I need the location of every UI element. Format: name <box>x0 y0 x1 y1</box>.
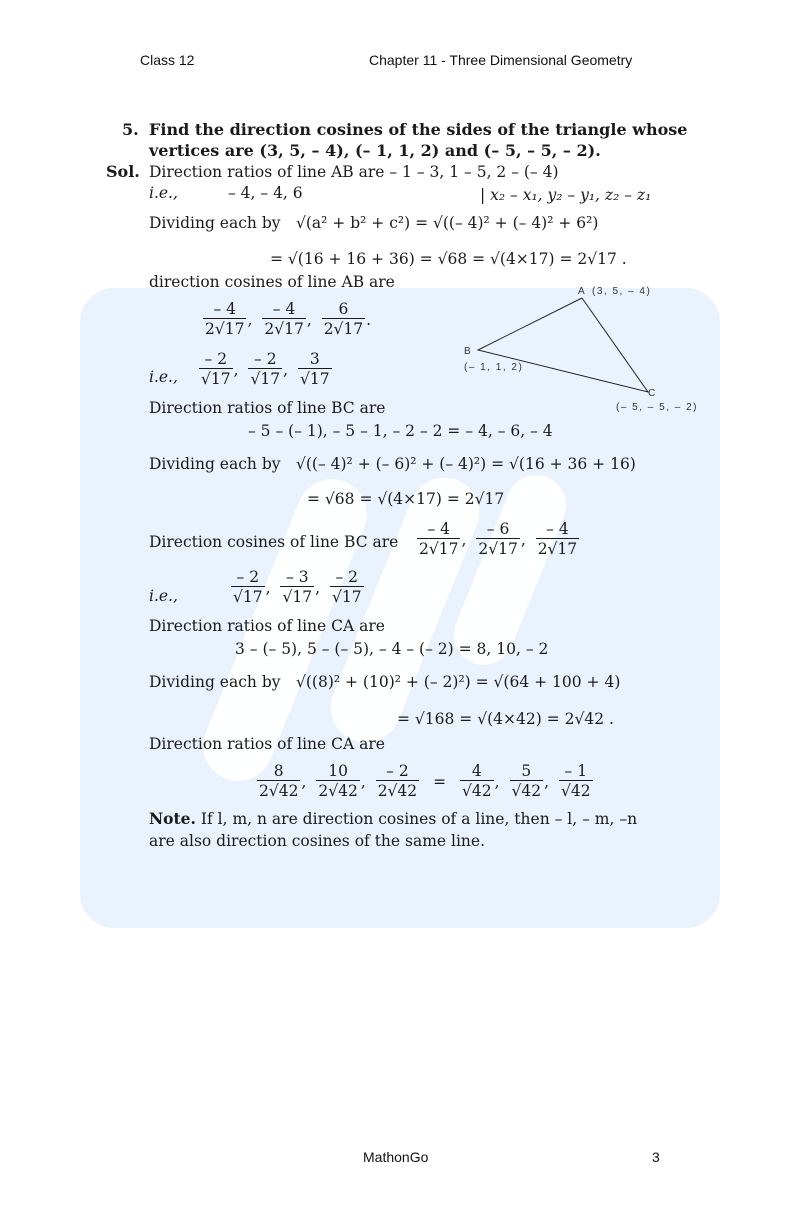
frac-den: √17 <box>250 370 281 388</box>
frac-num: – 2 <box>330 568 364 587</box>
ca-cos-fractions: $\frac{8}{2√42}$ , $\frac{10}{2√42}$ , $\frac{- 2}{2√42}$ = $\frac{4}{√42}$ , $\frac{5}{√42}$ , $\frac{- 1}{√42}$ <box>259 762 591 800</box>
triangle-diagram <box>460 282 710 422</box>
question-line-2: vertices are (3, 5, – 4), (– 1, 1, 2) and (– 5, – 5, – 2). <box>149 141 601 160</box>
ab-cos-fractions: $\frac{- 4}{2√17}$ , $\frac{- 4}{2√17}$ , $\frac{6}{2√17}$ . <box>205 300 372 338</box>
ca-div-result: = √168 = √(4×42) = 2√42 . <box>397 710 614 728</box>
solution-label: Sol. <box>106 162 140 181</box>
ab-cos-label: direction cosines of line AB are <box>149 273 395 291</box>
bc-ratios-label: Direction ratios of line BC are <box>149 399 386 417</box>
note-label: Note. <box>149 809 196 828</box>
frac-num: – 3 <box>280 568 314 587</box>
frac-num: – 2 <box>231 568 265 587</box>
question-line-1: Find the direction cosines of the sides of the triangle whose <box>149 120 688 139</box>
frac-num: – 4 <box>262 300 305 319</box>
frac-den: √17 <box>201 370 231 388</box>
frac-num: – 2 <box>199 350 233 369</box>
frac-num: – 4 <box>417 520 460 539</box>
footer-brand: MathonGo <box>363 1149 429 1165</box>
bc-cos-fractions: $\frac{- 4}{2√17}$ , $\frac{- 6}{2√17}$ , $\frac{- 4}{2√17}$ <box>419 520 578 558</box>
frac-den: √17 <box>282 588 313 606</box>
frac-num: – 2 <box>248 350 282 369</box>
frac-num: 3 <box>298 350 332 369</box>
bc-cos-simplified: $\frac{- 2}{√17}$ , $\frac{- 3}{√17}$ , $\frac{- 2}{√17}$ <box>233 568 362 606</box>
ab-cos-simplified: $\frac{- 2}{√17}$ , $\frac{- 2}{√17}$ , $\frac{3}{√17}$ <box>201 350 330 388</box>
frac-num: – 4 <box>536 520 579 539</box>
frac-num: 6 <box>322 300 365 319</box>
frac-num: – 4 <box>203 300 246 319</box>
frac-num: – 1 <box>559 762 593 781</box>
ie-label: i.e., <box>149 587 178 605</box>
frac-den: 2√17 <box>419 540 459 558</box>
frac-den: √17 <box>233 588 263 606</box>
bc-div-result: = √68 = √(4×17) = 2√17 <box>307 490 505 508</box>
ab-div-result: = √(16 + 16 + 36) = √68 = √(4×17) = 2√17 . <box>270 250 627 268</box>
note-line-2: are also direction cosines of the same line. <box>149 832 485 850</box>
frac-den: 2√17 <box>323 320 364 338</box>
ca-ratios-label: Direction ratios of line CA are <box>149 617 385 635</box>
note-line-1: If l, m, n are direction cosines of a line, then – l, – m, –n <box>200 810 638 828</box>
frac-den: √42 <box>462 782 492 800</box>
frac-den: 2√17 <box>205 320 245 338</box>
vertex-b-label: B <box>464 346 471 357</box>
bc-ratios: – 5 – (– 1), – 5 – 1, – 2 – 2 = – 4, – 6, – 4 <box>248 422 553 440</box>
frac-num: 8 <box>257 762 300 781</box>
frac-den: 2√42 <box>377 782 418 800</box>
frac-num: 10 <box>316 762 359 781</box>
dividing-label: Dividing each by <box>149 455 281 473</box>
frac-den: 2√17 <box>478 540 518 558</box>
header-class: Class 12 <box>140 52 195 68</box>
ie-label: i.e., <box>149 368 178 386</box>
ie-label: i.e., <box>149 184 178 202</box>
frac-den: 2√17 <box>264 320 304 338</box>
frac-num: – 2 <box>376 762 419 781</box>
footer-page-number: 3 <box>652 1149 660 1165</box>
bc-cos-label: Direction cosines of line BC are <box>149 533 399 551</box>
ca-div-expr: √((8)² + (10)² + (– 2)²) = √(64 + 100 + 4) <box>296 673 621 691</box>
dividing-label: Dividing each by <box>149 673 281 691</box>
ca-ratios: 3 – (– 5), 5 – (– 5), – 4 – (– 2) = 8, 10, – 2 <box>235 640 549 658</box>
frac-den: √17 <box>299 370 330 388</box>
header-chapter: Chapter 11 - Three Dimensional Geometry <box>369 52 633 68</box>
question-number: 5. <box>122 120 139 139</box>
ab-div-expr: √(a² + b² + c²) = √((– 4)² + (– 4)² + 6²) <box>296 214 599 232</box>
frac-den: 2√17 <box>537 540 578 558</box>
frac-den: √42 <box>511 782 542 800</box>
frac-den: 2√42 <box>318 782 358 800</box>
vertex-a-label: A <box>578 286 585 297</box>
frac-num: 5 <box>510 762 544 781</box>
vertex-a-coords: (3, 5, – 4) <box>592 286 652 297</box>
note <box>149 810 637 828</box>
ab-ratios: Direction ratios of line AB are – 1 – 3, 1 – 5, 2 – (– 4) <box>149 163 559 181</box>
dividing-label: Dividing each by <box>149 214 281 232</box>
frac-num: – 6 <box>476 520 519 539</box>
vertex-b-coords: (– 1, 1, 2) <box>464 362 524 373</box>
vertex-c-label: C <box>648 388 656 399</box>
vertex-c-coords: (– 5, – 5, – 2) <box>616 402 698 413</box>
ca-cos-label: Direction ratios of line CA are <box>149 735 385 753</box>
ab-ratios-simplified: – 4, – 4, 6 <box>228 184 303 202</box>
frac-den: √42 <box>561 782 591 800</box>
frac-den: √17 <box>331 588 362 606</box>
formula-note: | x₂ – x₁, y₂ – y₁, z₂ – z₁ <box>480 186 652 204</box>
bc-div-expr: √((– 4)² + (– 6)² + (– 4)²) = √(16 + 36 + 16) <box>296 455 636 473</box>
frac-den: 2√42 <box>259 782 299 800</box>
frac-num: 4 <box>460 762 494 781</box>
